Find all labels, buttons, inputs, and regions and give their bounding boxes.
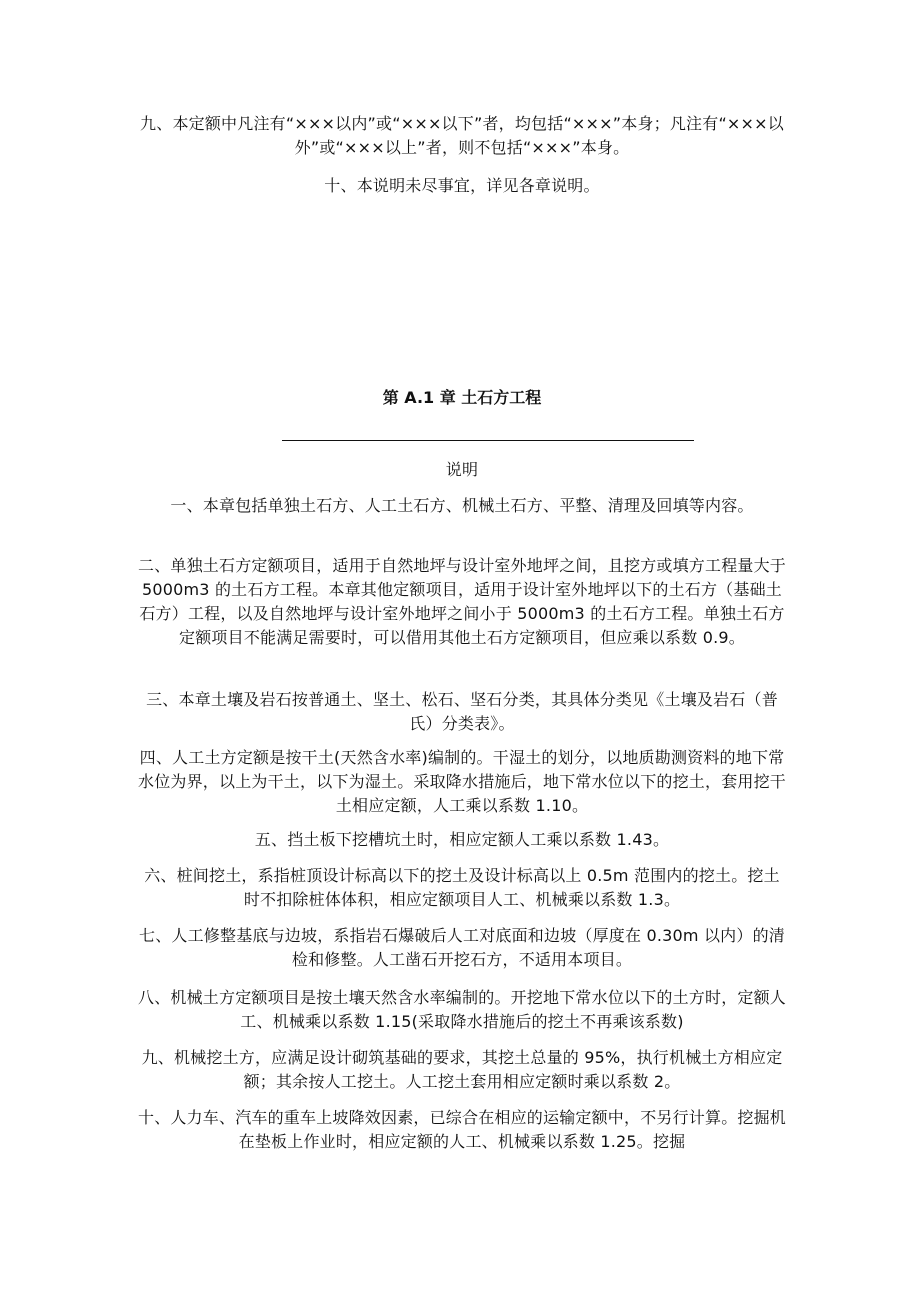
title-divider [282,440,694,441]
chapter-paragraph-6: 六、桩间挖土，系指桩顶设计标高以下的挖土及设计标高以上 0.5m 范围内的挖土。挖土时不扣除桩体体积，相应定额项目人工、机械乘以系数 1.3。 [144,866,780,909]
chapter-paragraph-3: 三、本章土壤及岩石按普通土、坚土、松石、坚石分类，其具体分类见《土壤及岩石（普氏）分类表》。 [146,690,778,733]
chapter-paragraph-8: 八、机械土方定额项目是按土壤天然含水率编制的。开挖地下常水位以下的土方时，定额人工、机械乘以系数 1.15(采取降水措施后的挖土不再乘该系数) [138,988,787,1031]
chapter-paragraph-7: 七、人工修整基底与边坡，系指岩石爆破后人工对底面和边坡（厚度在 0.30m 以内）的清检和修整。人工凿石开挖石方，不适用本项目。 [139,926,785,969]
chapter-paragraph-2: 二、单独土石方定额项目，适用于自然地坪与设计室外地坪之间，且挖方或填方工程量大于 5000m3 的土石方工程。本章其他定额项目，适用于设计室外地坪以下的土石方（基础土石方）工程，以及自然地坪与设计室外地坪之间小于 5000m3 的土石方工程。单独土石方定额项目不能满足需要时，可以借用其他土石方定额项目，但应乘以系数 0.9。 [138,556,787,647]
chapter-paragraph-9: 九、机械挖土方，应满足设计砌筑基础的要求，其挖土总量的 95%，执行机械土方相应定额；其余按人工挖土。人工挖土套用相应定额时乘以系数 2。 [141,1048,783,1091]
section-heading: 说明 [445,460,479,479]
chapter-paragraph-10: 十、人力车、汽车的重车上坡降效因素，已综合在相应的运输定额中，不另行计算。挖掘机在垫板上作业时，相应定额的人工、机械乘以系数 1.25。挖掘 [138,1108,787,1151]
chapter-paragraph-4: 四、人工土方定额是按干土(天然含水率)编制的。干湿土的划分，以地质勘测资料的地下常水位为界，以上为干土，以下为湿土。采取降水措施后，地下常水位以下的挖土，套用挖干土相应定额，人工乘以系数 1.10。 [138,748,787,815]
chapter-title: 第 A.1 章 土石方工程 [382,388,542,407]
paragraph-note-10: 十、本说明未尽事宜，详见各章说明。 [324,176,600,195]
paragraph-note-9: 九、本定额中凡注有“×××以内”或“×××以下”者，均包括“×××”本身；凡注有“×××以外”或“×××以上”者，则不包括“×××”本身。 [140,114,784,157]
chapter-paragraph-5: 五、挡土板下挖槽坑土时，相应定额人工乘以系数 1.43。 [254,830,670,849]
chapter-paragraph-1: 一、本章包括单独土石方、人工土石方、机械土石方、平整、清理及回填等内容。 [170,496,754,515]
